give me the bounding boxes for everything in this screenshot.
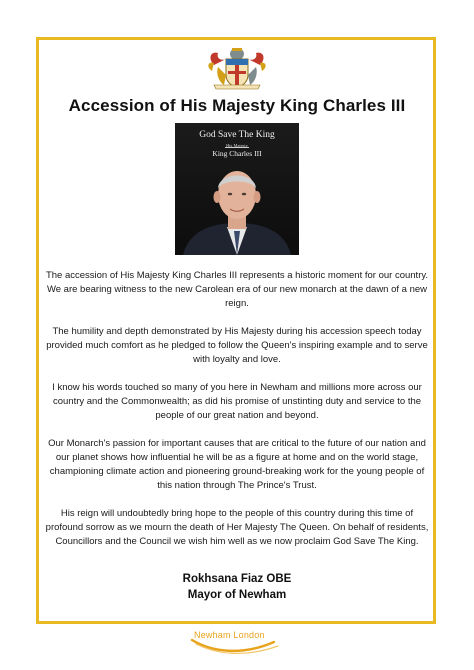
- newham-london-logo: [182, 626, 292, 662]
- logo-text: Newham London: [194, 630, 265, 640]
- paragraph: The humility and depth demonstrated by His Majesty during his accession speech today provided much comfort as he pledged to follow the Queen's inspiring example and to serve with loyalty and love.: [46, 326, 428, 365]
- page-title: Accession of His Majesty King Charles III: [68, 96, 406, 115]
- signatory-role: Mayor of Newham: [187, 589, 287, 601]
- paragraph: The accession of His Majesty King Charles III represents a historic moment for our country. We are bearing witness to the new Carolean era of our new monarch at the dawn of a new reign.: [45, 270, 429, 309]
- portrait-subheading: His Majesty: [226, 143, 248, 148]
- portrait-heading: God Save The King: [199, 130, 275, 140]
- paragraph: I know his words touched so many of you here in Newham and millions more across our country and the Commonwealth; as did his promise of unstinting duty and service to the people of our great nation and beyond.: [52, 382, 422, 421]
- signatory-name: Rokhsana Fiaz OBE: [182, 573, 292, 585]
- paragraph: Our Monarch's passion for important causes that are critical to the future of our nation and our planet shows how influential he will be as a figure at home and on the world stage, championing climate action and pioneering ground-breaking work for the young people of this nation through The Prince's Trust.: [48, 438, 426, 491]
- statement-body: [44, 269, 430, 563]
- portrait-name: King Charles III: [212, 149, 262, 158]
- paragraph: His reign will undoubtedly bring hope to the people of this country during this time of profound sorrow as we mourn the death of Her Majesty The Queen. On behalf of residents, Councillors and the Council we wish him well as we now proclaim God Save The King.: [45, 508, 429, 547]
- coat-of-arms-icon: [204, 45, 270, 90]
- signature-block: [0, 571, 474, 603]
- king-portrait: [175, 123, 299, 255]
